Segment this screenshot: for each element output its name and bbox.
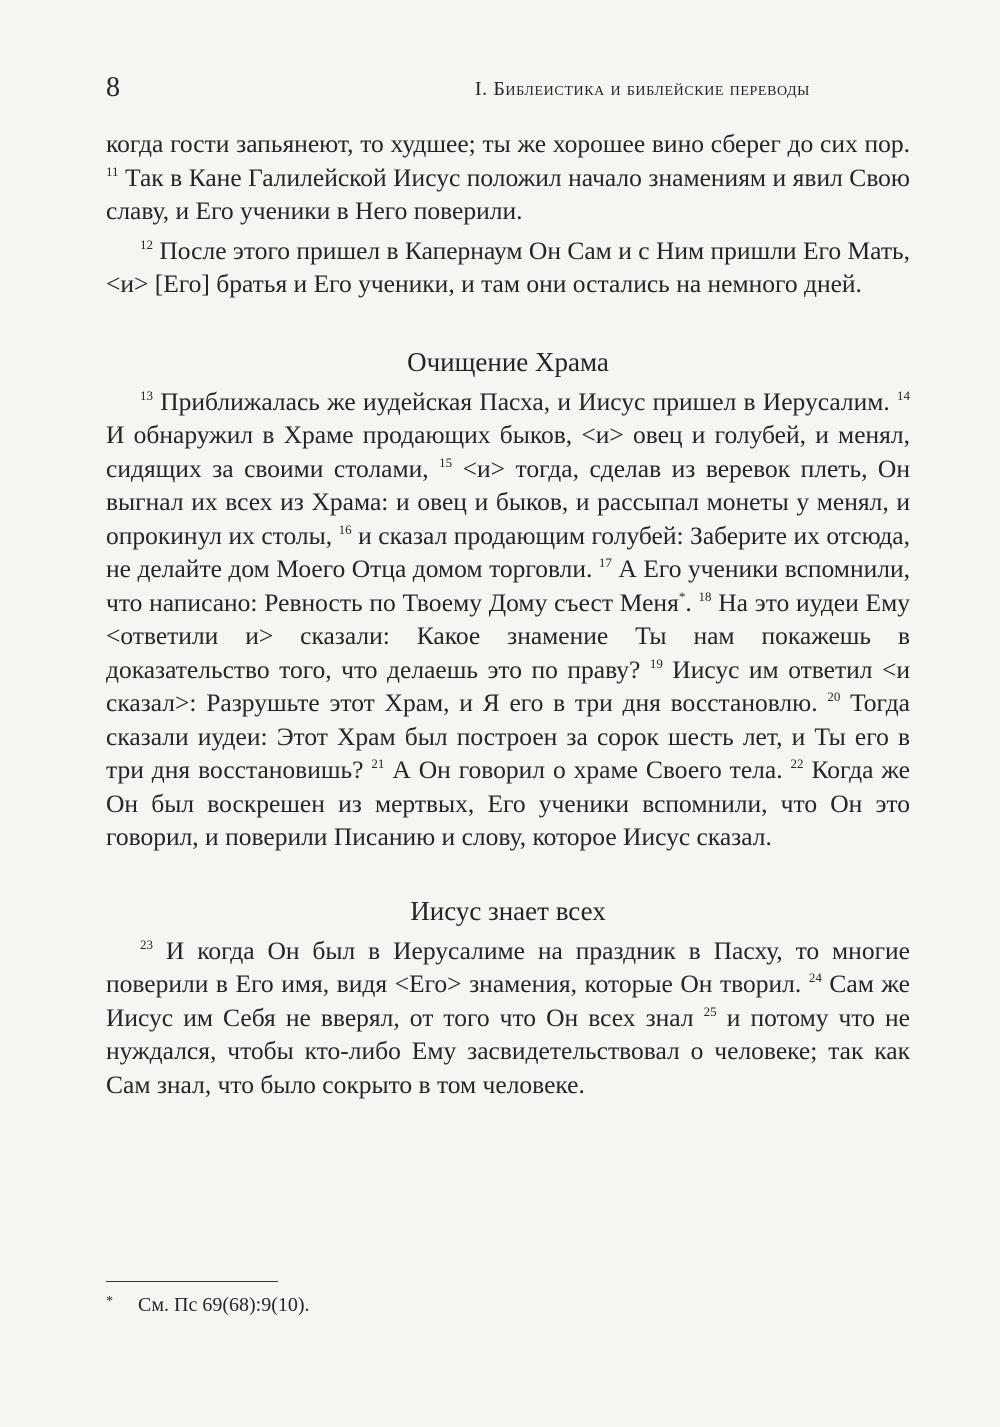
verse-number: 15	[439, 454, 453, 470]
verse-number: 20	[827, 689, 841, 704]
verse-number: 25	[703, 1003, 717, 1019]
footnote-reference[interactable]: *	[678, 588, 686, 604]
section-heading-jesus-knows-all: Иисус знает всех	[410, 895, 606, 926]
verse-number: 14	[897, 387, 910, 403]
verse-number: 19	[649, 655, 663, 671]
verse-number: 24	[808, 970, 822, 985]
paragraph-3: $^{13}$ Приближалась же иудейская Пасха, и Иисус пришел в Иерусалим. $^{14}$ И обнаружил в Храме продающих быков, <и> овец и голубей, и менял, сидящих за своими столами, $^{15}$ <и> тогда, сделав из веревок плеть, Он выгнал их всех из Храма: и овец и быков, и рассыпал монеты у менял, и опрокинул их столы, $^{16}$ и сказал продающим голубей: Заберите их отсюда, не делайте дом Моего Отца домом торговли. $^{17}$ А Его ученики вспомнили, что написано: Ревность по Твоему Дому съест Меня*. $^{18}$ На это иудеи Ему <ответили и> сказали: Какое знамение Ты нам покажешь в доказательство того, что делаешь это по праву? $^{19}$ Иисус им ответил <и сказал>: Разрушьте этот Храм, и Я его в три дня восстановлю. $^{20}$ Тогда сказали иудеи: Этот Храм был построен за сорок шесть лет, и Ты его в три дня восстановишь? $^{21}$ А Он говорил о храме Своего тела. $^{22}$ Когда же Он был воскрешен из мертвых, Его ученики вспомнили, что Он это говорил, и поверили Писанию и слову, которое Иисус сказал.	[106, 386, 911, 851]
verse-number: 21	[371, 756, 385, 771]
verse-number: 22	[790, 756, 804, 771]
main-text	[106, 127, 910, 1101]
paragraph-1: когда гости запьянеют, то худшее; ты же хорошее вино сберег до сих пор. $^{11}$ Так в Кане Галилейской Иисус положил начало знамениям и явил Свою славу, и Его ученики в Него поверили.	[106, 129, 910, 225]
verse-number: 12	[140, 236, 153, 252]
page-header	[106, 72, 914, 104]
running-head: I. Библеистика и библейские переводы	[474, 78, 810, 100]
verse-number: 23	[140, 936, 153, 952]
paragraph-4: $^{23}$ И когда Он был в Иерусалиме на праздник в Пасху, то многие поверили в Его имя, видя <Его> знамения, которые Он творил. $^{24}$ Сам же Иисус им Себя не вверял, от того что Он всех знал $^{25}$ и потому что не нуждался, чтобы кто-либо Ему засвидетельствовал о человеке; так как Сам знал, что было сокрыто в том человеке.	[106, 935, 910, 1099]
footnote-divider	[106, 1281, 278, 1282]
paragraph-2: $^{12}$ После этого пришел в Капернаум Он Сам и с Ним пришли Его Мать, <и> [Его] братья и Его ученики, и там они остались на немного дней.	[106, 235, 910, 298]
footnote: * См. Пс 69(68):9(10).	[106, 1294, 310, 1316]
page-number: 8	[106, 72, 120, 103]
footnote-text: См. Пс 69(68):9(10).	[138, 1294, 310, 1316]
verse-number: 11	[106, 163, 119, 179]
verse-number: 17	[598, 555, 612, 570]
verse-number: 13	[140, 387, 153, 403]
section-heading-cleansing-temple: Очищение Храма	[407, 346, 609, 377]
verse-number: 18	[698, 588, 712, 604]
verse-number: 16	[338, 521, 352, 537]
